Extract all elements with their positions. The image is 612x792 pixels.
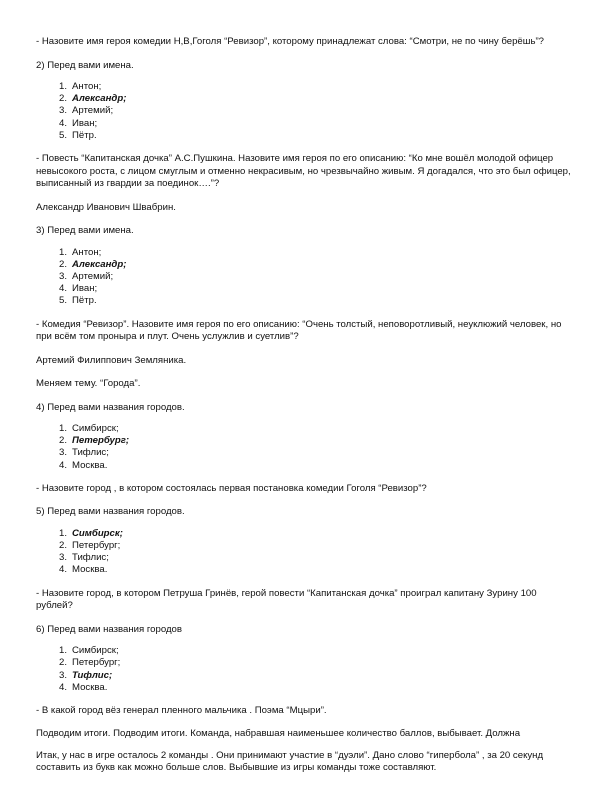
answer-revizor: Артемий Филиппович Земляника. bbox=[36, 354, 187, 366]
list-item-text: Иван; bbox=[72, 283, 98, 295]
list-item bbox=[36, 447, 576, 459]
list-item-text: Петербург; bbox=[72, 435, 130, 447]
topic-change: Меняем тему. “Города”. bbox=[36, 378, 141, 390]
list-item-number: 5. bbox=[58, 295, 67, 307]
list-item bbox=[36, 271, 576, 283]
list-item-number: 4. bbox=[58, 681, 67, 693]
list-item bbox=[36, 540, 576, 552]
list-item bbox=[36, 247, 576, 259]
list-item bbox=[36, 460, 576, 472]
list-item-number: 2. bbox=[58, 258, 67, 270]
list-item-text: Москва. bbox=[72, 564, 108, 576]
list-item bbox=[36, 552, 576, 564]
document-body bbox=[36, 36, 576, 786]
list-item-number: 3. bbox=[58, 669, 67, 681]
names-list-2 bbox=[36, 81, 576, 142]
answer-pushkin: Александр Иванович Швабрин. bbox=[36, 201, 176, 213]
names-list-3 bbox=[36, 247, 576, 308]
list-item bbox=[36, 81, 576, 93]
list-item-text: Симбирск; bbox=[72, 423, 119, 435]
cities-list-6 bbox=[36, 645, 576, 694]
cities-list-4 bbox=[36, 423, 576, 472]
list-item-number: 3. bbox=[58, 270, 67, 282]
list-item-number: 2. bbox=[58, 657, 67, 669]
list-item-number: 3. bbox=[58, 552, 67, 564]
list-item-number: 4. bbox=[58, 564, 67, 576]
list-item-number: 1. bbox=[58, 527, 67, 539]
list-item-text: Антон; bbox=[72, 81, 102, 92]
list-item-text: Иван; bbox=[72, 117, 98, 129]
list-item-text: Александр; bbox=[72, 93, 127, 105]
list-item-number: 2. bbox=[58, 93, 67, 105]
list-item bbox=[36, 682, 576, 694]
question-revizor-description: - Комедия “Ревизор”. Назовите имя героя по его описанию: “Очень толстый, неповоротливый, неуклюжий человек, но при всём том проныра и плут. Очень услужлив и суетлив”? bbox=[36, 318, 562, 343]
list-item-text: Антон; bbox=[72, 246, 102, 258]
block-title-names-3: 3) Перед вами имена. bbox=[36, 225, 134, 237]
block-title-cities-6: 6) Перед вами названия городов bbox=[36, 623, 182, 635]
list-item bbox=[36, 93, 576, 105]
list-item-text: Петербург; bbox=[72, 657, 121, 669]
list-item-number: 2. bbox=[58, 540, 67, 552]
list-item-number: 2. bbox=[58, 435, 67, 447]
list-item-number: 3. bbox=[58, 105, 67, 117]
list-item-text: Тифлис; bbox=[72, 447, 109, 459]
list-item-text: Симбирск; bbox=[72, 527, 123, 539]
list-item bbox=[36, 645, 576, 657]
list-item-text: Пётр. bbox=[72, 295, 97, 307]
list-item-text: Александр; bbox=[72, 258, 127, 270]
list-item-number: 1. bbox=[58, 81, 67, 92]
list-item-text: Тифлис; bbox=[72, 669, 113, 681]
question-pushkin-description: - Повесть “Капитанская дочка” А.С.Пушкина. Назовите имя героя по его описанию: “Ко мне вошёл молодой офицер невысокого роста, с лицом смуглым и отменно некрасивым, но чрезвычайно живым. Я догадался, что это был офицер, выписанный из гвардии за поединок….”? bbox=[36, 153, 571, 190]
list-item bbox=[36, 259, 576, 271]
list-item-number: 4. bbox=[58, 117, 67, 129]
list-item-text: Москва. bbox=[72, 459, 108, 471]
list-item bbox=[36, 295, 576, 307]
list-item-number: 1. bbox=[58, 246, 67, 258]
block-title-cities-4: 4) Перед вами названия городов. bbox=[36, 401, 185, 413]
list-item-text: Петербург; bbox=[72, 540, 121, 552]
list-item-number: 3. bbox=[58, 447, 67, 459]
list-item bbox=[36, 670, 576, 682]
list-item bbox=[36, 105, 576, 117]
block-title-names-2: 2) Перед вами имена. bbox=[36, 59, 134, 71]
cities-list-5 bbox=[36, 528, 576, 577]
question-gogol-phrase: - Назовите имя героя комедии Н,В,Гоголя “Ревизор”, которому принадлежат слова: “Смотри, не по чину берёшь”? bbox=[36, 36, 544, 47]
list-item-number: 4. bbox=[58, 459, 67, 471]
list-item-text: Москва. bbox=[72, 681, 108, 693]
list-item bbox=[36, 283, 576, 295]
list-item bbox=[36, 435, 576, 447]
list-item bbox=[36, 118, 576, 130]
list-item-text: Тифлис; bbox=[72, 552, 109, 564]
final-round-paragraph: Итак, у нас в игре осталось 2 команды . Они принимают участие в “дуэли”. Дано слово “гипербола” , за 20 секунд составить из букв как можно больше слов. Выбывшие из игры команды тоже составляют. bbox=[36, 749, 544, 774]
list-item-number: 1. bbox=[58, 423, 67, 435]
list-item bbox=[36, 564, 576, 576]
list-item bbox=[36, 423, 576, 435]
list-item bbox=[36, 657, 576, 669]
list-item-number: 1. bbox=[58, 645, 67, 657]
list-item-number: 5. bbox=[58, 129, 67, 141]
list-item bbox=[36, 528, 576, 540]
summary-paragraph: Подводим итоги. Подводим итоги. Команда, набравшая наименьшее количество баллов, выбывает. Должна bbox=[36, 728, 521, 740]
list-item-text: Артемий; bbox=[72, 270, 114, 282]
block-title-cities-5: 5) Перед вами названия городов. bbox=[36, 506, 185, 518]
question-premiere-city: - Назовите город , в котором состоялась первая постановка комедии Гоголя “Ревизор”? bbox=[36, 482, 427, 494]
question-zurin-city: - Назовите город, в котором Петруша Гринёв, герой повести “Капитанская дочка” проиграл капитану Зурину 100 рублей? bbox=[36, 587, 537, 612]
list-item-text: Пётр. bbox=[72, 129, 97, 141]
question-mtsyri-city: - В какой город вёз генерал пленного мальчика . Поэма “Мцыри”. bbox=[36, 704, 327, 716]
list-item bbox=[36, 130, 576, 142]
list-item-text: Симбирск; bbox=[72, 645, 119, 657]
list-item-number: 4. bbox=[58, 283, 67, 295]
list-item-text: Артемий; bbox=[72, 105, 114, 117]
